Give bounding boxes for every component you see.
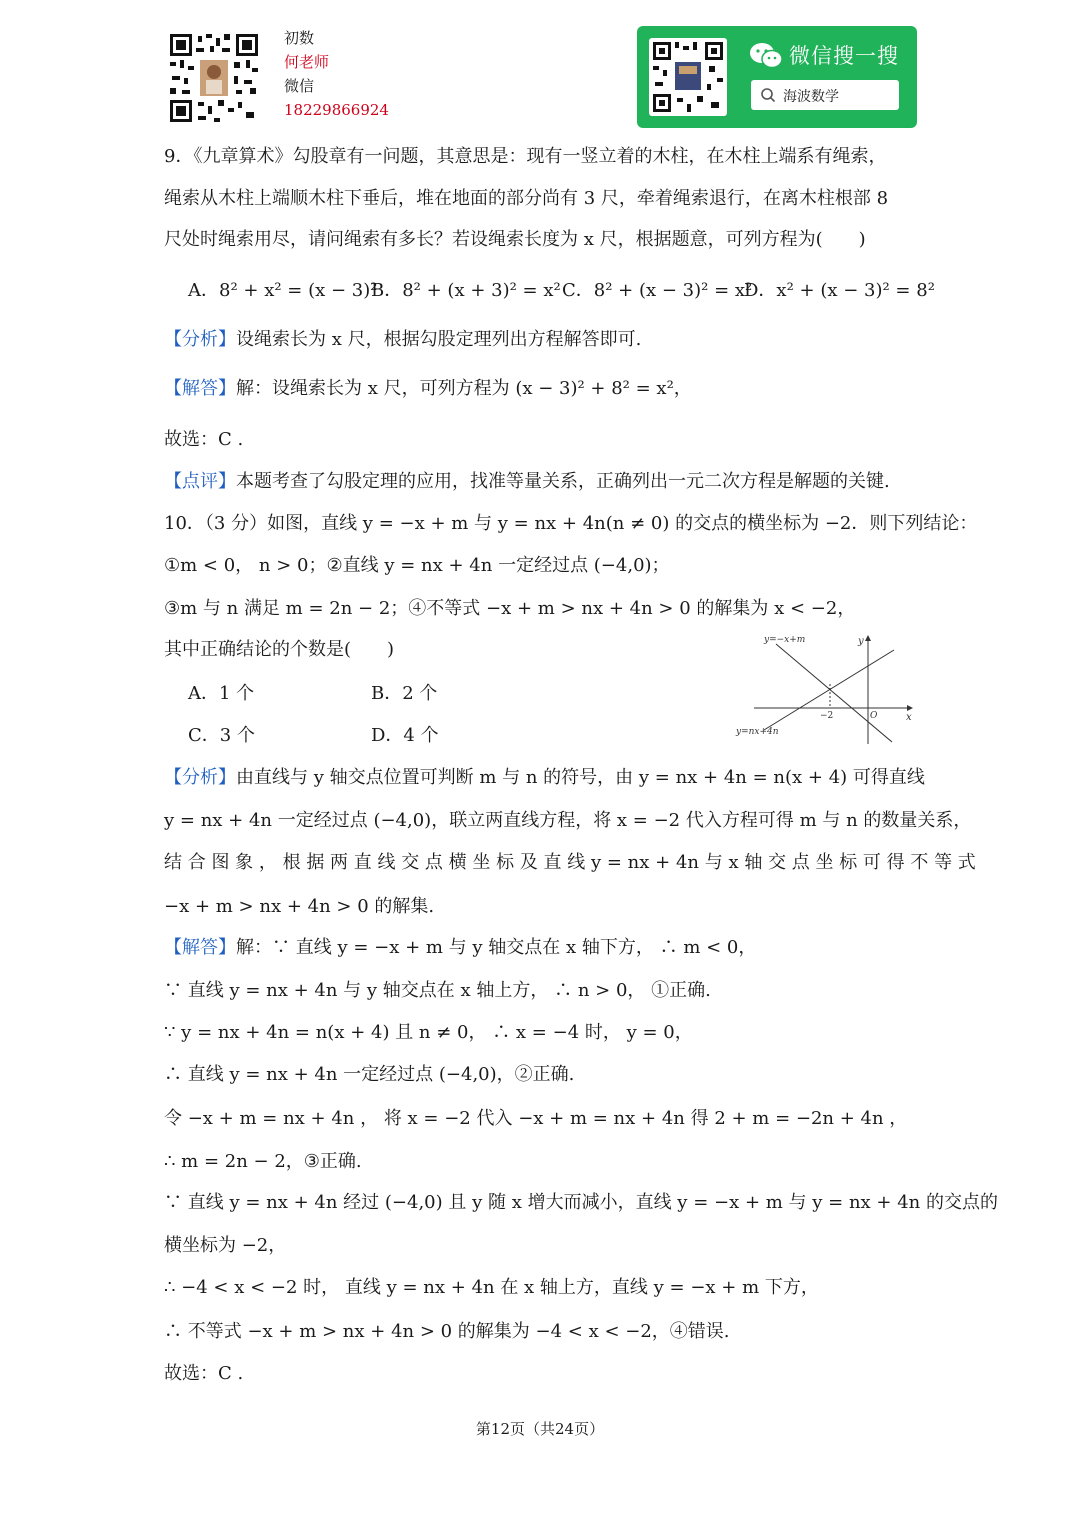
- q10-solution-line-9: ∴ −4 < x < −2 时， 直线 y = nx + 4n 在 x 轴上方，直线 y = −x + m 下方，: [164, 1277, 819, 1298]
- contact-info: [284, 26, 389, 122]
- q10-analysis-text-1: 由直线与 y 轴交点位置可判断 m 与 n 的符号，由 y = nx + 4n = n(x + 4) 可得直线: [236, 767, 925, 788]
- graph-label-origin: O: [870, 711, 878, 721]
- q9-answer-text: 解：设绳索长为 x 尺，可列方程为 (x − 3)² + 8² = x²，: [236, 378, 692, 399]
- q10-solution-line-5: 令 −x + m = nx + 4n ， 将 x = −2 代入 −x + m = nx + 4n 得 2 + m = −2n + 4n ，: [164, 1108, 908, 1129]
- q9-comment-text: 本题考查了勾股定理的应用，找准等量关系，正确列出一元二次方程是解题的关键.: [236, 471, 890, 492]
- q10-solution-line-8: 横坐标为 −2，: [164, 1235, 287, 1256]
- q10-solution-line-10: ∴ 不等式 −x + m > nx + 4n > 0 的解集为 −4 < x < −2，④错误.: [164, 1321, 730, 1342]
- q10-option-b: B．2 个: [371, 683, 438, 704]
- q9-option-b: B．8² + (x + 3)² = x²: [371, 280, 561, 301]
- q10-line-graph: [734, 630, 918, 746]
- q10-line-1: 10．（3 分）如图，直线 y = −x + m 与 y = nx + 4n(n ≠ 0) 的交点的横坐标为 −2．则下列结论：: [164, 513, 978, 534]
- q9-analysis-text: 设绳索长为 x 尺，根据勾股定理列出方程解答即可.: [236, 329, 642, 350]
- graph-line-decreasing: [776, 644, 892, 742]
- q9-line-1: 9．《九章算术》勾股章有一问题，其意思是：现有一竖立着的木柱，在木柱上端系有绳索，: [164, 146, 887, 167]
- q10-line-3: ③m 与 n 满足 m = 2n − 2；④不等式 −x + m > nx + 4n > 0 的解集为 x < −2，: [164, 598, 856, 619]
- q10-solution-line-2: ∵ 直线 y = nx + 4n 与 y 轴交点在 x 轴上方， ∴ n > 0， ①正确.: [164, 980, 711, 1001]
- search-icon: [760, 87, 776, 103]
- q9-analysis: [164, 325, 641, 351]
- wechat-qr-code: [649, 38, 727, 116]
- q10-option-a: A．1 个: [188, 683, 255, 704]
- q10-solution-line-6: ∴ m = 2n − 2，③正确.: [164, 1151, 362, 1172]
- q10-answer-tag: 【解答】: [164, 937, 236, 958]
- q10-option-d: D．4 个: [371, 725, 439, 746]
- wechat-search-banner[interactable]: [637, 26, 917, 128]
- graph-label-x: x: [906, 712, 912, 723]
- contact-phone: 18229866924: [284, 101, 389, 119]
- q10-analysis-tag: 【分析】: [164, 767, 236, 788]
- q10-line-2: ①m < 0， n > 0；②直线 y = nx + 4n 一定经过点 (−4,0)；: [164, 555, 670, 576]
- q10-analysis-line-3: 结 合 图 象 ， 根 据 两 直 线 交 点 横 坐 标 及 直 线 y = nx + 4n 与 x 轴 交 点 坐 标 可 得 不 等 式: [164, 852, 976, 873]
- wechat-logo-icon: [749, 42, 783, 70]
- q10-analysis-line-4: −x + m > nx + 4n > 0 的解集.: [164, 896, 435, 917]
- q9-option-c: C．8² + (x − 3)² = x²: [562, 280, 753, 301]
- q9-option-a: A．8² + x² = (x − 3)²: [188, 280, 378, 301]
- q10-choice: 故选：C .: [164, 1363, 244, 1384]
- contact-wechat-label: 微信: [284, 77, 315, 95]
- q10-option-c: C．3 个: [188, 725, 255, 746]
- q9-line-3: 尺处时绳索用尽，请问绳索有多长？若设绳索长度为 x 尺，根据题意，可列方程为( ): [164, 229, 866, 250]
- q9-option-d: D．x² + (x − 3)² = 8²: [744, 280, 935, 301]
- q10-solution-line-1: [164, 933, 756, 959]
- graph-label-y: y: [858, 636, 864, 647]
- graph-label-line1: y=−x+m: [764, 635, 806, 645]
- q9-answer: [164, 374, 692, 400]
- q10-solution-text-1: 解：∵ 直线 y = −x + m 与 y 轴交点在 x 轴下方， ∴ m < 0，: [236, 937, 757, 958]
- contact-subject: 初数: [284, 29, 315, 47]
- q9-analysis-tag: 【分析】: [164, 329, 236, 350]
- q9-choice: 故选：C .: [164, 429, 244, 450]
- q10-analysis-line-2: y = nx + 4n 一定经过点 (−4,0)，联立两直线方程，将 x = −2 代入方程可得 m 与 n 的数量关系，: [164, 810, 972, 831]
- wechat-search-title: 微信搜一搜: [789, 44, 899, 68]
- q10-solution-line-3: ∵ y = nx + 4n = n(x + 4) 且 n ≠ 0， ∴ x = −4 时， y = 0，: [164, 1022, 693, 1043]
- q9-line-2: 绳索从木柱上端顺木柱下垂后，堆在地面的部分尚有 3 尺，牵着绳索退行，在离木柱根部 8: [164, 188, 889, 209]
- q10-solution-line-7: ∵ 直线 y = nx + 4n 经过 (−4,0) 且 y 随 x 增大而减小，直线 y = −x + m 与 y = nx + 4n 的交点的: [164, 1192, 998, 1213]
- wechat-search-field[interactable]: [751, 80, 899, 110]
- q9-answer-tag: 【解答】: [164, 378, 236, 399]
- q10-solution-line-4: ∴ 直线 y = nx + 4n 一定经过点 (−4,0)，②正确.: [164, 1064, 575, 1085]
- contact-qr-code: [168, 32, 260, 124]
- graph-label-line2: y=nx+4n: [736, 727, 779, 737]
- q9-comment: [164, 467, 890, 493]
- q9-comment-tag: 【点评】: [164, 471, 236, 492]
- graph-label-neg2: −2: [820, 711, 834, 721]
- q10-line-4: 其中正确结论的个数是( ): [164, 639, 395, 660]
- wechat-search-text: 海波数学: [783, 89, 839, 105]
- contact-teacher: 何老师: [284, 53, 330, 71]
- page-footer: 第12页（共24页）: [475, 1420, 605, 1438]
- q10-analysis-line-1: [164, 763, 925, 789]
